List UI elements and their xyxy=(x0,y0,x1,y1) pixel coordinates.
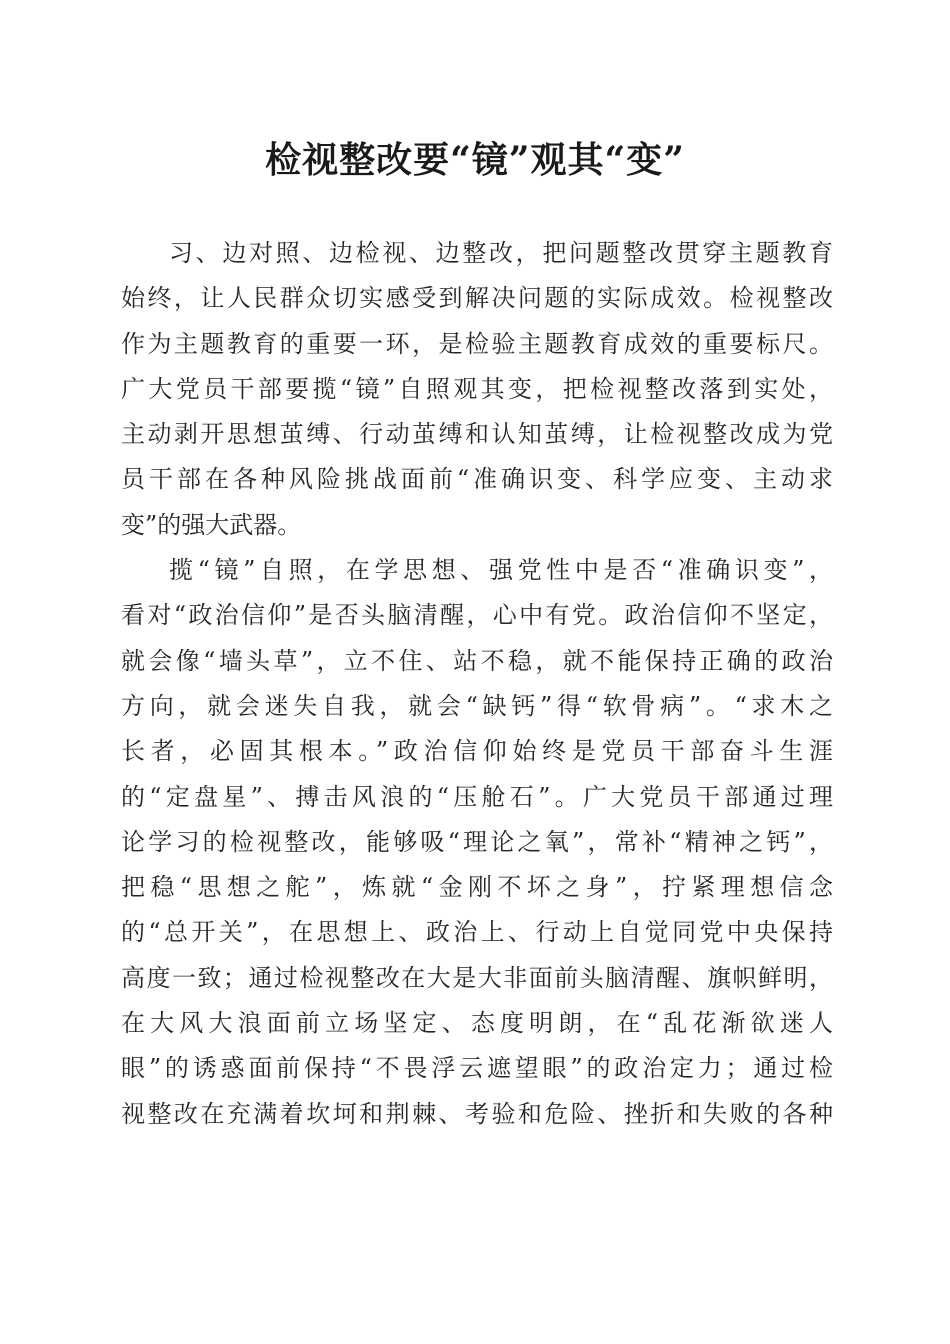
text-line: 员干部在各种风险挑战面前“准确识变、科学应变、主动求 xyxy=(121,465,833,494)
text-line: 广大党员干部要揽“镜”自照观其变，把检视整改落到实处， xyxy=(121,374,833,403)
text-line: 长者，必固其根本。”政治信仰始终是党员干部奋斗生涯 xyxy=(121,737,833,766)
text-line: 眼”的诱惑面前保持“不畏浮云遮望眼”的政治定力；通过检 xyxy=(121,1054,833,1083)
text-line: 在大风大浪面前立场坚定、态度明朗，在“乱花渐欲迷人 xyxy=(121,1009,833,1038)
text-line: 高度一致；通过检视整改在大是大非面前头脑清醒、旗帜鲜明， xyxy=(121,963,833,992)
text-line: 习、边对照、边检视、边整改，把问题整改贯穿主题教育 xyxy=(169,239,833,267)
text-line: 作为主题教育的重要一环，是检验主题教育成效的重要标尺。 xyxy=(121,329,833,358)
text-line: 就会像“墙头草”，立不住、站不稳，就不能保持正确的政治 xyxy=(121,646,833,675)
paragraph xyxy=(121,231,833,548)
paragraph xyxy=(121,548,833,1137)
text-line: 变”的强大武器。 xyxy=(121,510,302,539)
text-line: 方向，就会迷失自我，就会“缺钙”得“软骨病”。“求木之 xyxy=(121,691,833,720)
text-line: 始终，让人民群众切实感受到解决问题的实际成效。检视整改 xyxy=(121,284,833,313)
text-line: 把稳“思想之舵”，炼就“金刚不坏之身”，拧紧理想信念 xyxy=(121,873,833,902)
text-line: 主动剥开思想茧缚、行动茧缚和认知茧缚，让检视整改成为党 xyxy=(121,420,833,449)
text-line: 看对“政治信仰”是否头脑清醒，心中有党。政治信仰不坚定， xyxy=(121,601,833,630)
document-title: 检视整改要“镜”观其“变” xyxy=(265,139,685,181)
text-line: 论学习的检视整改，能够吸“理论之氧”，常补“精神之钙”， xyxy=(121,827,833,856)
text-line: 的“总开关”，在思想上、政治上、行动上自觉同党中央保持 xyxy=(121,918,833,947)
text-line: 视整改在充满着坎坷和荆棘、考验和危险、挫折和失败的各种 xyxy=(121,1099,833,1128)
document-body xyxy=(121,231,833,1137)
text-line: 的“定盘星”、搏击风浪的“压舱石”。广大党员干部通过理 xyxy=(121,782,833,811)
text-line: 揽“镜”自照，在学思想、强党性中是否“准确识变”， xyxy=(169,556,833,585)
